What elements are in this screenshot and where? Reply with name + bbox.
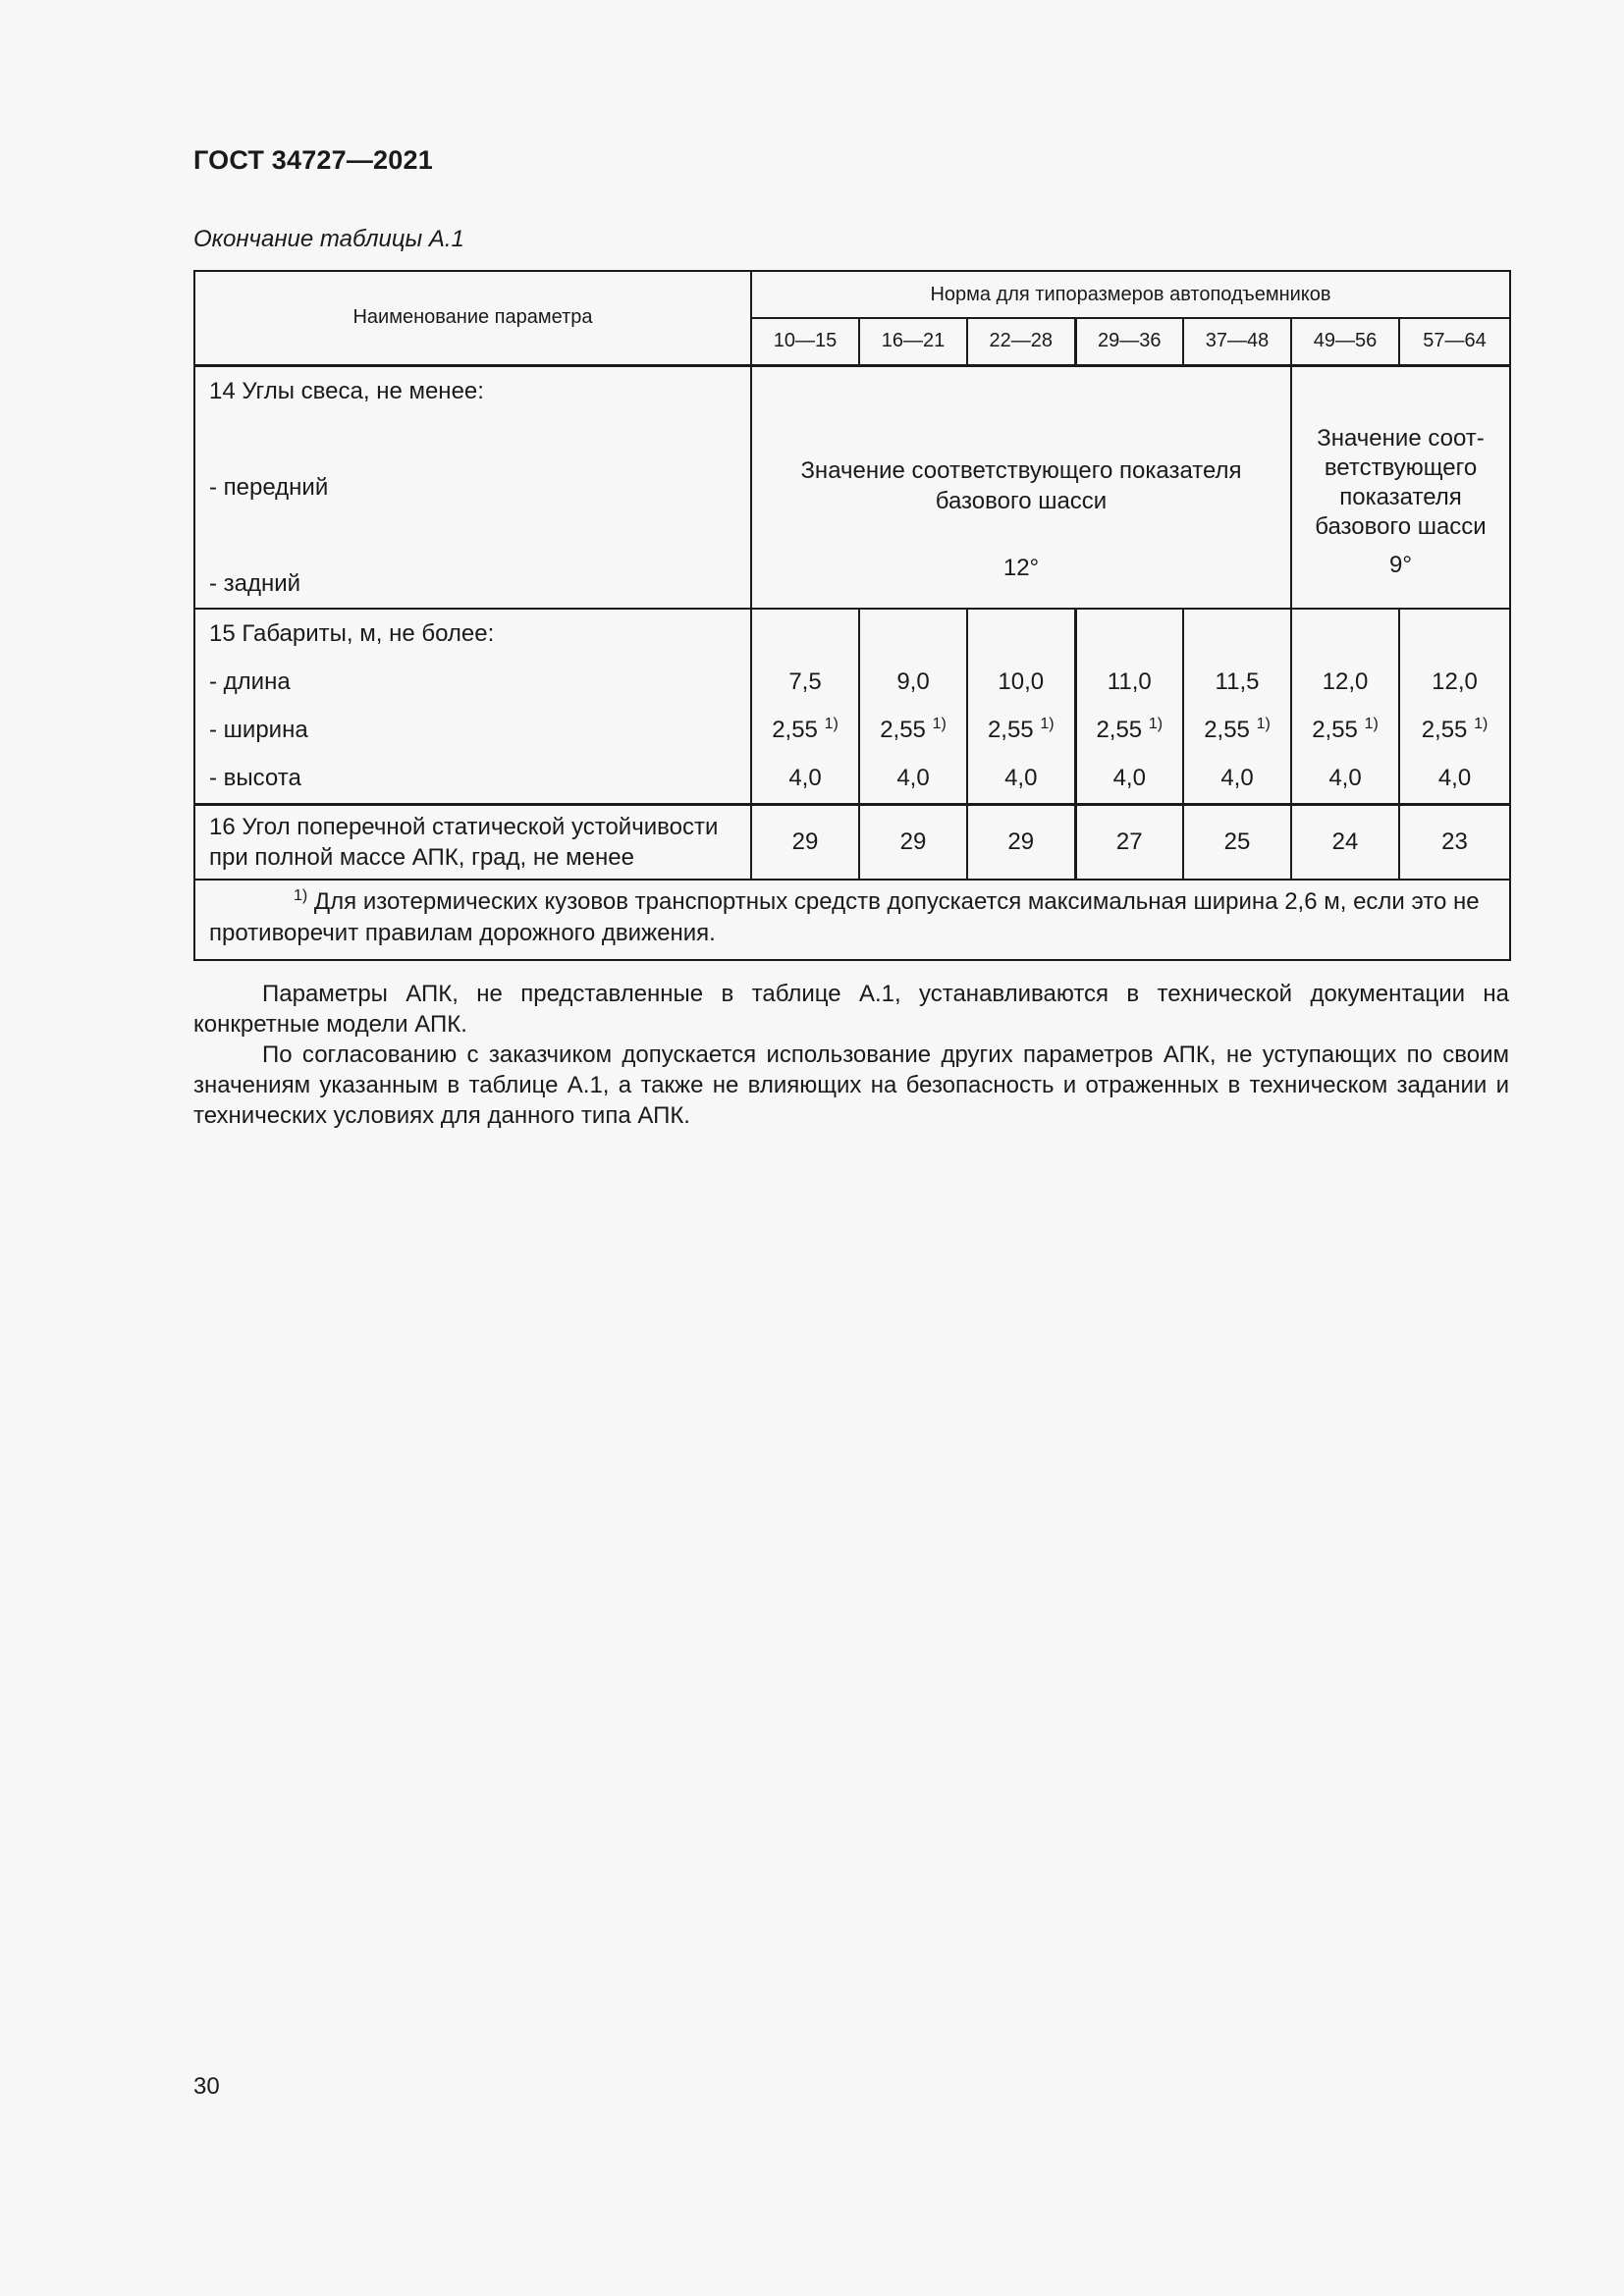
merged-a-line1: Значение соответствующего показателя bbox=[800, 456, 1242, 484]
size-col: 16—21 bbox=[859, 318, 967, 365]
row-15-col: 10,0 2,55 $^{1)}$ 4,0 bbox=[967, 609, 1075, 805]
norm-header: Норма для типоразмеров автоподъемников bbox=[751, 271, 1510, 318]
row-15-col: 9,0 2,55 $^{1)}$ 4,0 bbox=[859, 609, 967, 805]
row-15-width: - ширина bbox=[209, 717, 308, 743]
row-15-label bbox=[194, 609, 751, 805]
row-14-front: - передний bbox=[209, 473, 329, 501]
row-15-length: - длина bbox=[209, 668, 291, 695]
size-col: 10—15 bbox=[751, 318, 859, 365]
size-col: 37—48 bbox=[1183, 318, 1291, 365]
size-col: 49—56 bbox=[1291, 318, 1399, 365]
merged-b-line4: базового шасси bbox=[1315, 512, 1487, 540]
merged-b-line2: ветствующего bbox=[1324, 454, 1478, 481]
row-15-col: 12,0 2,55 $^{1)}$ 4,0 bbox=[1291, 609, 1399, 805]
row-16-value: 24 bbox=[1291, 804, 1399, 880]
row-16 bbox=[194, 804, 1510, 880]
page-number: 30 bbox=[193, 2073, 220, 2100]
row-15-col: 7,5 2,55 $^{1)}$ 4,0 bbox=[751, 609, 859, 805]
table-footnote bbox=[194, 880, 1510, 960]
param-header: Наименование параметра bbox=[194, 271, 751, 365]
row-15-col: 11,0 2,55 $^{1)}$ 4,0 bbox=[1075, 609, 1183, 805]
document-id: ГОСТ 34727—2021 bbox=[193, 145, 433, 175]
header-row bbox=[194, 271, 1510, 318]
row-16-value: 29 bbox=[859, 804, 967, 880]
row-16-value: 29 bbox=[751, 804, 859, 880]
row-15-height: - высота bbox=[209, 765, 301, 791]
table-caption: Окончание таблицы А.1 bbox=[193, 226, 464, 252]
merged-b-line1: Значение соот- bbox=[1317, 424, 1485, 452]
merged-a-line2: базового шасси bbox=[935, 487, 1108, 514]
row-14-merged-b bbox=[1291, 365, 1510, 609]
row-15 bbox=[194, 609, 1510, 805]
rear-b-value: 9° bbox=[1389, 551, 1412, 578]
row-15-title: 15 Габариты, м, не более: bbox=[209, 620, 495, 647]
row-14-title: 14 Углы свеса, не менее: bbox=[209, 377, 484, 404]
row-15-col: 12,0 2,55 $^{1)}$ 4,0 bbox=[1399, 609, 1510, 805]
row-16-value: 23 bbox=[1399, 804, 1510, 880]
row-16-value: 27 bbox=[1075, 804, 1183, 880]
row-16-label: 16 Угол поперечной статической устойчивости при полной массе АПК, град, не менее bbox=[194, 804, 751, 880]
row-14 bbox=[194, 365, 1510, 609]
footnote-text: Для изотермических кузовов транспортных средств допускается максимальная ширина 2,6 м, если это не противоречит правилам дорожного движения. bbox=[209, 888, 1480, 946]
footnote-row bbox=[194, 880, 1510, 960]
row-15-col: 11,5 2,55 $^{1)}$ 4,0 bbox=[1183, 609, 1291, 805]
row-16-value: 29 bbox=[967, 804, 1075, 880]
size-col: 29—36 bbox=[1075, 318, 1183, 365]
merged-b-line3: показателя bbox=[1339, 483, 1462, 510]
row-14-merged-a bbox=[751, 365, 1291, 609]
paragraph-2: По согласованию с заказчиком допускается использование других параметров АПК, не уступающих по своим значениям указанным в таблице А.1, а также не влияющих на безопасность и отраженных в техническом задании и технических условиях для данного типа АПК. bbox=[193, 1041, 1509, 1129]
size-col: 57—64 bbox=[1399, 318, 1510, 365]
rear-a-value: 12° bbox=[1002, 554, 1040, 581]
row-16-value: 25 bbox=[1183, 804, 1291, 880]
parameters-table bbox=[193, 270, 1511, 961]
row-14-label bbox=[194, 365, 751, 609]
row-14-rear: - задний bbox=[209, 569, 301, 597]
footnote-marker: 1) bbox=[294, 887, 308, 904]
size-col: 22—28 bbox=[967, 318, 1075, 365]
paragraph-1: Параметры АПК, не представленные в таблице А.1, устанавливаются в технической документации на конкретные модели АПК. bbox=[193, 981, 1509, 1038]
